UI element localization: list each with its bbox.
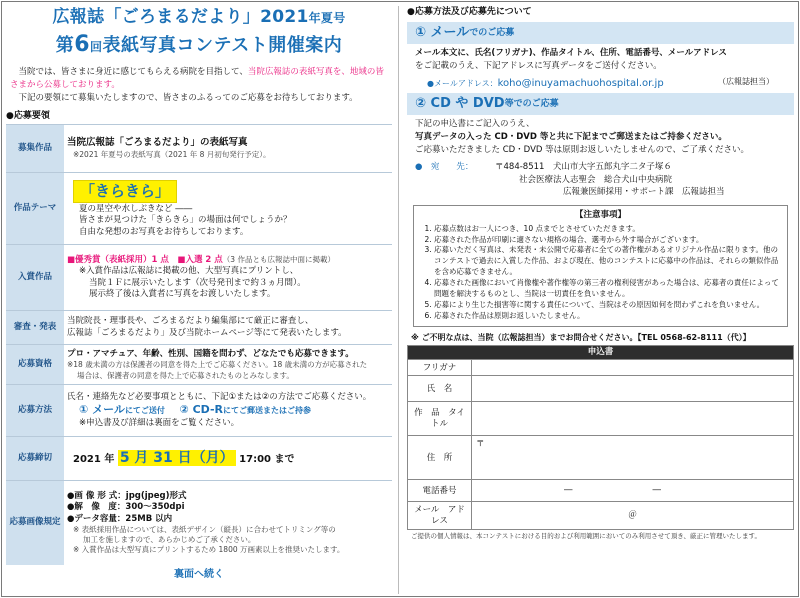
method-option-cd: ② CD-R — [179, 403, 224, 417]
theme-line-1: 夏の星空や水しぶきなど ―― — [79, 203, 193, 214]
method-option-mail: ① メール — [79, 403, 125, 417]
mail-address-note: （広報誌担当） — [718, 76, 774, 86]
title-contest-name: 表紙写真コンテスト開催案内 — [102, 34, 343, 56]
row-judge — [6, 311, 392, 345]
title-prefix: 第 — [55, 34, 75, 56]
cd-line-3: ご応募いただきました CD・DVD 等は原則お返しいたしませんので、ご了承ください。 — [415, 144, 749, 155]
row-qualify — [6, 345, 392, 385]
row-work — [6, 125, 392, 173]
cd-band — [407, 93, 794, 115]
phone-separator: ― — [652, 485, 661, 496]
cd-title-suffix: 等でのご応募 — [504, 99, 559, 110]
method-option-cd-suffix: にてご郵送またはご持参 — [223, 406, 312, 416]
postal-address-line-3: 広報兼医師採用・サポート課 広報誌担当 — [563, 187, 725, 198]
judge-line-1: 当院院長・理事長や、ごろまるだより編集部にて厳正に審査し、 — [67, 316, 314, 327]
cd-title: ② CD や DVD — [415, 96, 505, 112]
title-main-text: 広報誌「ごろまるだより」2021 — [52, 7, 309, 27]
title-number: 6 — [74, 31, 90, 57]
postal-address-line-2: 社会医療法人志聖会 総合犬山中央病院 — [519, 174, 673, 185]
submission-heading: ●応募方法及び応募先について — [407, 7, 532, 17]
postal-address — [407, 159, 794, 201]
theme-line-2: 皆さまが見つけた「きらきら」の場面は何でしょうか？ — [79, 215, 292, 226]
requirements-heading: ●応募要領 — [6, 111, 50, 122]
form-label-name: 氏 名 — [408, 376, 472, 402]
cd-line-1: 下記の申込書にご記入のうえ、 — [415, 119, 535, 130]
mail-title-suffix: でのご応募 — [469, 28, 515, 39]
label-spec: 応募画像規定 — [6, 481, 64, 565]
inquiry-note: ※ ご不明な点は、当院（広報誌担当）までお問合せください。【TEL 0568-62-8111（代）】 — [411, 332, 751, 342]
title-counter: 回 — [90, 39, 103, 54]
form-field-email[interactable] — [472, 502, 794, 530]
caution-item: 5. 応募により生じた損害等に関する責任について、当院はその原因如何を問わずこれを負いません。 — [434, 300, 781, 311]
caution-item: 2. 応募された作品が印刷に適さない規格の場合、選考から外す場合がございます。 — [434, 235, 781, 246]
theme-line-3: 自由な発想のお写真をお待ちしております。 — [79, 226, 249, 237]
prize-note: （3 作品とも広報誌中面に掲載） — [222, 254, 335, 264]
row-theme — [6, 173, 392, 245]
method-line-3: ※申込書及び詳細は裏面をご覧ください。 — [79, 418, 240, 429]
deadline-year: 2021 年 — [73, 454, 115, 466]
title-issue-text: 年夏号 — [308, 11, 346, 25]
prize-line-1: ※入賞作品は広報誌に掲載の他、大型写真にプリントし、 — [79, 266, 299, 277]
form-field-work-title[interactable] — [472, 402, 794, 436]
intro-line-2: 下記の要領にて募集いたしますので、皆さまのふるってのご応募をお待ちしております。 — [18, 92, 358, 103]
label-deadline: 応募締切 — [6, 437, 64, 481]
intro-line-1: 当院では、皆さまに身近に感じてもらえる病院を目指して、 — [18, 66, 248, 77]
method-line-1: 氏名・連絡先など必要事項とともに、下記①または②の方法でご応募ください。 — [67, 391, 372, 402]
cd-instructions — [407, 115, 794, 159]
row-spec — [6, 481, 392, 565]
label-method: 応募方法 — [6, 385, 64, 437]
label-prize: 入賞作品 — [6, 245, 64, 311]
spec-size: ●データ容量：25MB 以内 — [67, 513, 173, 524]
form-label-work-title: 作 品 タイトル — [408, 402, 472, 436]
prize-top: ■優秀賞（表紙採用）1 点 — [67, 254, 169, 265]
form-field-name[interactable] — [472, 376, 794, 402]
work-note: ※2021 年夏号の表紙写真（2021 年 8 月初旬発行予定）。 — [73, 150, 271, 160]
intro-text — [10, 66, 388, 106]
label-work: 募集作品 — [6, 125, 64, 173]
row-method — [6, 385, 392, 437]
email-at-mark: ＠ — [628, 510, 637, 521]
left-column — [6, 4, 392, 594]
postal-address-label: ● 宛 先： — [415, 162, 474, 173]
form-label-furigana: フリガナ — [408, 360, 472, 376]
mail-address-link[interactable]: koho@inuyamachuohospital.or.jp — [497, 77, 664, 89]
label-theme: 作品テーマ — [6, 173, 64, 245]
form-field-phone[interactable] — [472, 480, 794, 502]
cd-line-2: 写真データの入った CD・DVD 等と共に下記までご郵送またはご持参ください。 — [415, 131, 727, 142]
mail-title: ① メール — [415, 25, 470, 41]
title-line-1 — [6, 6, 392, 29]
form-label-address: 住 所 — [408, 436, 472, 480]
mail-address-row — [407, 76, 794, 94]
form-label-email: メール アドレス — [408, 502, 472, 530]
method-option-mail-suffix: にてご送付 — [124, 406, 165, 416]
spec-note-3: ※ 入賞作品は大型写真にプリントするため 1800 万画素以上を推奨いたします。 — [73, 545, 345, 555]
mail-address-label: ●メールアドレス： — [427, 78, 498, 88]
prize-runner-up: ■入選 2 点 — [177, 254, 223, 265]
prize-line-2: 当院１Ｆに展示いたします（次号発刊まで約３ヵ月間）。 — [89, 277, 306, 288]
spec-note-1: ※ 表紙採用作品については、表紙デザイン（縦長）に合わせてトリミング等の — [73, 525, 336, 535]
row-deadline — [6, 437, 392, 481]
phone-separator: ― — [564, 485, 573, 496]
spec-resolution: ●解 像 度：300～350dpi — [67, 502, 185, 513]
work-main: 当院広報誌「ごろまるだより」の表紙写真 — [67, 137, 248, 149]
form-label-phone: 電話番号 — [408, 480, 472, 502]
spec-format: ●画 像 形 式：jpg(jpeg)形式 — [67, 490, 187, 501]
caution-item: 3. 応募いただく写真は、未発表・未公開で応募者に全ての著作権があるオリジナル作品に限ります。他のコンテストで過去に入賞した作品、および現在、他のコンテストに応募中の作品は、それらの類似作品を含め応募できません。 — [434, 245, 781, 278]
continue-on-back: 裏面へ続く — [174, 568, 224, 580]
caution-item: 4. 応募された画像において肖像権や著作権等の第三者の権利侵害があった場合は、応募者の責任によって問題を解決するものとし、当院は一切責任を負いません。 — [434, 278, 781, 300]
judge-line-2: 広報誌「ごろまるだより」及び当院ホームページ等にて発表いたします。 — [67, 327, 347, 338]
mail-band — [407, 22, 794, 44]
caution-title: 【注意事項】 — [574, 210, 626, 221]
mail-line-1: メール本文に、氏名(フリガナ)、作品タイトル、住所、電話番号、メールアドレス — [415, 48, 727, 59]
caution-list — [420, 224, 781, 322]
application-form — [407, 345, 794, 530]
mail-instructions — [407, 44, 794, 76]
form-field-furigana[interactable] — [472, 360, 794, 376]
caution-box — [413, 205, 788, 326]
label-judge: 審査・発表 — [6, 311, 64, 345]
theme-keyword: 「きらきら」 — [73, 180, 177, 202]
row-prize — [6, 245, 392, 311]
qualify-main: プロ・アマチュア、年齢、性別、国籍を問わず、どなたでも応募できます。 — [67, 348, 354, 359]
caution-item: 6. 応募された作品は原則お返しいたしません。 — [434, 311, 781, 322]
deadline-date: 5 月 31 日（月） — [119, 450, 234, 467]
spec-note-2: 加工を施しますので、あらかじめご了承ください。 — [83, 535, 256, 545]
form-field-address[interactable] — [472, 436, 794, 480]
prize-line-3: 展示終了後は入賞者に写真をお渡しいたします。 — [89, 289, 276, 300]
label-qualify: 応募資格 — [6, 345, 64, 385]
qualify-note-2: 場合は、保護者の同意を得た上で応募されたものとみなします。 — [77, 370, 294, 380]
form-title: 申込書 — [408, 346, 794, 360]
requirements-table — [6, 124, 392, 565]
qualify-note-1: ※18 歳未満の方は保護者の同意を得た上でご応募ください。18 歳未満の方が応募された — [67, 360, 368, 370]
intro-highlight: 当院広報誌の表紙写真を、地域の皆さまから公募しております。 — [10, 66, 384, 90]
title-line-2 — [6, 30, 392, 60]
right-column — [407, 4, 794, 594]
caution-item: 1. 応募点数はお一人につき、10 点までとさせていただきます。 — [434, 224, 781, 235]
column-divider — [398, 6, 399, 594]
mail-line-2: をご記載のうえ、下記アドレスに写真データをご送付ください。 — [415, 60, 662, 71]
postal-address-line-1: 〒484-8511 犬山市大字五郎丸字二タ子塚６ — [495, 162, 672, 173]
privacy-note: ご提供の個人情報は、本コンテストにおける目的および利用範囲においてのみ利用させて頂き、厳正に管理いたします。 — [411, 532, 761, 541]
deadline-time: 17:00 まで — [239, 454, 295, 466]
postal-mark: 〒 — [476, 439, 485, 450]
